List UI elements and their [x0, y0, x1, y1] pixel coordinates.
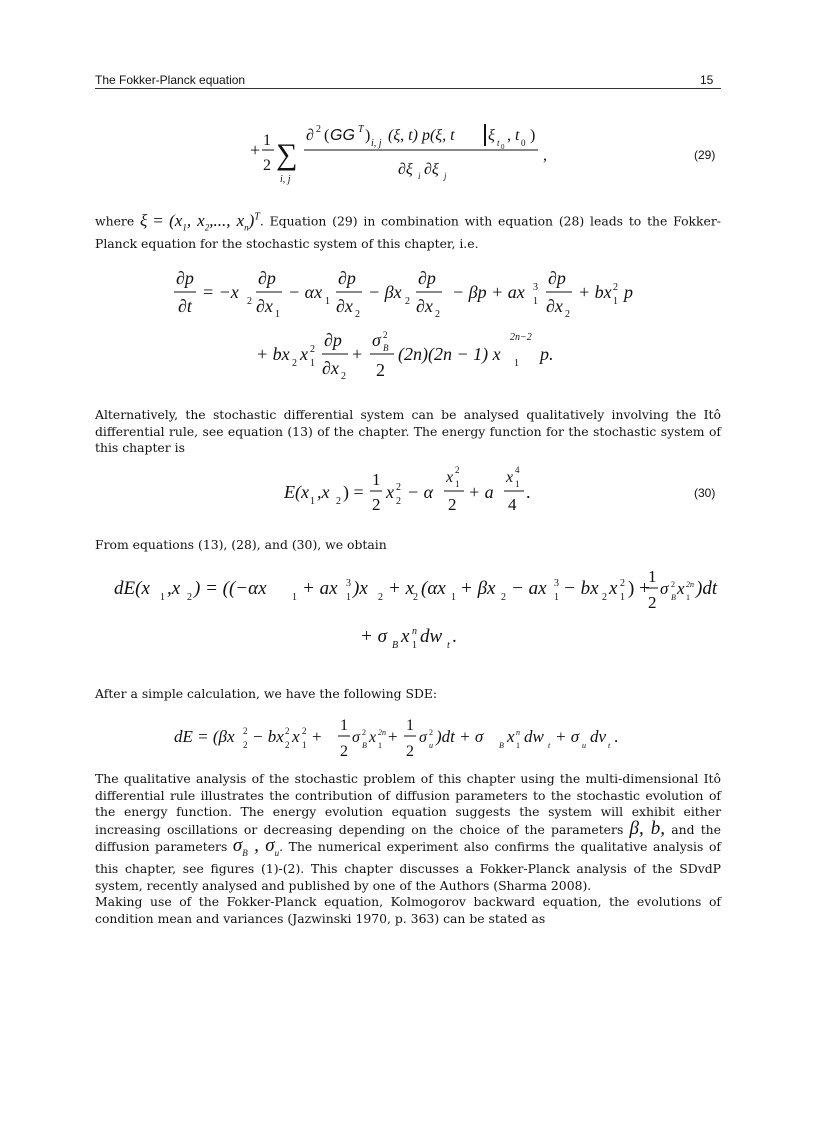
svg-text:t: t [548, 741, 551, 750]
svg-text:u: u [582, 741, 586, 750]
svg-text:p: p [624, 282, 633, 302]
svg-text:t: t [497, 138, 500, 148]
energy-differential-equation [110, 562, 720, 658]
svg-text:σ: σ [660, 579, 669, 598]
svg-text:2: 2 [247, 296, 252, 307]
svg-text:1: 1 [412, 640, 417, 651]
svg-text:2: 2 [285, 740, 290, 750]
svg-text:1: 1 [554, 592, 559, 603]
svg-text:x: x [507, 727, 515, 746]
svg-text:3: 3 [554, 578, 559, 589]
svg-text:2: 2 [602, 592, 607, 603]
paragraph-4 [95, 686, 721, 703]
svg-text:2: 2 [429, 728, 433, 737]
svg-text:dw: dw [420, 626, 443, 647]
svg-text:B: B [362, 741, 367, 750]
svg-text:1: 1 [620, 592, 625, 603]
svg-text:∂ξ: ∂ξ [398, 161, 413, 178]
svg-text:1: 1 [325, 296, 330, 307]
svg-text:− αx: − αx [288, 282, 323, 302]
svg-text:2: 2 [455, 465, 460, 475]
svg-text:4: 4 [508, 495, 517, 514]
svg-text:∂p: ∂p [176, 268, 194, 288]
svg-text:2: 2 [613, 282, 618, 293]
svg-text:2: 2 [310, 344, 315, 355]
svg-text:j: j [444, 171, 447, 181]
svg-text:∂p: ∂p [258, 268, 276, 288]
svg-text:dE(x: dE(x [114, 578, 150, 599]
svg-text:,: , [543, 147, 547, 164]
svg-text:− ax: − ax [511, 578, 547, 599]
svg-text:∂x: ∂x [546, 296, 563, 316]
svg-text:σ: σ [352, 729, 360, 746]
svg-text:ξ: ξ [488, 127, 495, 144]
paragraph-5 [95, 771, 721, 927]
svg-text:1: 1 [292, 592, 297, 603]
svg-text:2: 2 [406, 743, 414, 760]
svg-text:B: B [671, 593, 676, 602]
svg-text:+ bx: + bx [578, 282, 612, 302]
xi-definition: $\xi = (x_1$, $x_2$,..., $x_n)^T$ [140, 210, 260, 233]
svg-text:∂x: ∂x [336, 296, 353, 316]
svg-text:2: 2 [362, 728, 366, 737]
svg-text:0: 0 [521, 138, 526, 148]
svg-text:n: n [412, 626, 417, 637]
svg-text:(αx: (αx [421, 578, 446, 599]
svg-text:= −x: = −x [202, 282, 239, 302]
svg-text:∑: ∑ [276, 138, 298, 171]
svg-text:1: 1 [310, 496, 315, 507]
svg-text:E(x: E(x [284, 482, 309, 502]
svg-text:B: B [383, 343, 389, 353]
svg-text:2: 2 [405, 296, 410, 307]
svg-text:2n: 2n [686, 580, 694, 589]
svg-text:1: 1 [451, 592, 456, 603]
svg-text:1: 1 [516, 741, 520, 750]
svg-text:1: 1 [160, 592, 165, 603]
svg-text:2: 2 [378, 592, 383, 603]
svg-text:∂p: ∂p [338, 268, 356, 288]
svg-text:2: 2 [620, 578, 625, 589]
svg-text:2: 2 [285, 726, 290, 736]
svg-text:x: x [677, 579, 685, 598]
equation-30-number: (30) [694, 486, 716, 500]
svg-text:1: 1 [346, 592, 351, 603]
svg-text:2: 2 [316, 124, 321, 135]
svg-text:+ a: + a [468, 482, 494, 502]
paragraph-1-text: . Equation (29) in combination with equation (28) leads to the Fokker-Planck equation for the stochastic system of this chapter, i.e. [95, 213, 721, 251]
svg-text:1: 1 [302, 740, 307, 750]
svg-text:2: 2 [448, 495, 457, 514]
equation-29-number: (29) [694, 148, 716, 162]
svg-text:3: 3 [346, 578, 351, 589]
fokker-planck-equation [170, 268, 650, 388]
svg-text:1: 1 [686, 593, 690, 602]
svg-text:x: x [369, 729, 377, 746]
svg-text:2: 2 [187, 592, 192, 603]
svg-text:x: x [300, 344, 308, 364]
svg-text:1: 1 [310, 358, 315, 369]
svg-text:+ x: + x [388, 578, 415, 599]
svg-text:)dt: )dt [696, 578, 718, 599]
svg-text:i, j: i, j [280, 174, 291, 185]
paragraph-1 [95, 209, 721, 252]
svg-text:+ ax: + ax [302, 578, 338, 599]
running-header-title: The Fokker-Planck equation [95, 73, 246, 87]
svg-text:(ξ, t) p(ξ, t: (ξ, t) p(ξ, t [388, 127, 455, 144]
svg-text:− α: − α [407, 482, 434, 502]
svg-text:1: 1 [372, 470, 381, 489]
svg-text:4: 4 [515, 465, 520, 475]
svg-text:∂x: ∂x [416, 296, 433, 316]
svg-text:,x: ,x [317, 482, 330, 502]
svg-text:∂x: ∂x [322, 358, 339, 378]
svg-text:1: 1 [340, 717, 348, 734]
svg-text:2: 2 [396, 482, 401, 493]
svg-text:B: B [392, 640, 399, 651]
svg-text:.: . [452, 626, 457, 647]
svg-text:2: 2 [413, 592, 418, 603]
svg-text:2: 2 [243, 740, 248, 750]
svg-text:1: 1 [514, 358, 519, 369]
paragraph-2-text: Alternatively, the stochastic differential system can be analysed qualitatively involving the Itô differential rule, see equation (13) of the chapter. The energy function for the stochastic system of this chapter is [95, 407, 721, 455]
paragraph-5-part-b: and the diffusion parameters [95, 821, 721, 854]
equation-30 [280, 460, 560, 526]
equation-29 [240, 118, 600, 188]
paragraph-4-text: After a simple calculation, we have the following SDE: [95, 686, 438, 701]
svg-text:1: 1 [406, 717, 414, 734]
svg-text:,x: ,x [167, 578, 181, 599]
svg-text:2: 2 [565, 309, 570, 320]
svg-text:dw: dw [524, 727, 544, 746]
svg-text:1: 1 [515, 479, 520, 489]
paragraph-3 [95, 537, 721, 554]
svg-text:2: 2 [376, 360, 385, 380]
svg-text:1: 1 [263, 132, 271, 149]
svg-text:1: 1 [533, 296, 538, 307]
svg-text:2: 2 [341, 371, 346, 382]
diffusion-parameters-sigma: $\sigma_B$ , $\sigma_u$ [232, 835, 280, 858]
svg-text:1: 1 [378, 741, 382, 750]
paragraph-6-text: Making use of the Fokker-Planck equation, Kolmogorov backward equation, the evolutions of condition mean and variances (Jazwinski 1970, p. 363) can be stated as [95, 894, 721, 926]
svg-text:i, j: i, j [371, 138, 382, 149]
paragraph-2 [95, 407, 721, 457]
svg-text:1: 1 [648, 567, 657, 586]
energy-sde [170, 710, 670, 766]
svg-text:)x: )x [353, 578, 368, 599]
svg-text:+: + [352, 344, 363, 364]
svg-text:2: 2 [336, 496, 341, 507]
svg-text:+ bx: + bx [256, 344, 290, 364]
svg-text:1: 1 [275, 309, 280, 320]
page-number: 15 [700, 73, 714, 87]
svg-text:− bx: − bx [563, 578, 599, 599]
svg-text:x: x [506, 469, 514, 486]
svg-text:σ: σ [419, 729, 427, 746]
svg-text:+ σ: + σ [555, 727, 580, 746]
svg-text:dv: dv [590, 727, 607, 746]
svg-text:∂x: ∂x [256, 296, 273, 316]
svg-text:x: x [446, 469, 454, 486]
svg-text:− βp + ax: − βp + ax [452, 282, 525, 302]
svg-text:GG: GG [330, 127, 355, 144]
svg-text:(2n)(2n − 1) x: (2n)(2n − 1) x [398, 344, 501, 364]
svg-text:σ: σ [372, 330, 381, 350]
svg-text:2: 2 [648, 593, 657, 612]
header-rule [95, 88, 721, 89]
svg-text:1: 1 [455, 479, 460, 489]
svg-text:, t: , t [507, 127, 520, 144]
svg-text:p.: p. [540, 344, 554, 364]
svg-text:2: 2 [501, 592, 506, 603]
svg-text:x: x [609, 578, 618, 599]
svg-text:)dt + σ: )dt + σ [436, 727, 484, 746]
svg-text:2: 2 [340, 743, 348, 760]
svg-text:): ) [365, 127, 371, 144]
svg-text:0: 0 [501, 143, 505, 151]
svg-text:− βx: − βx [368, 282, 402, 302]
svg-text:u: u [429, 741, 433, 750]
svg-text:+ βx: + βx [460, 578, 496, 599]
svg-text:2: 2 [372, 495, 381, 514]
svg-text:n: n [516, 728, 520, 737]
svg-text:) =: ) = [343, 482, 364, 502]
svg-text:∂p: ∂p [418, 268, 436, 288]
svg-text:x: x [292, 727, 300, 746]
svg-text:x: x [401, 626, 410, 647]
svg-text:2: 2 [383, 330, 388, 340]
paragraph-5-part-c: . The numerical experiment also confirms the qualitative analysis of this chapter, see figures (1)-(2). This chapter discusses a Fokker-Planck analysis of the SDvdP system, recently analysed and published by one of the Authors (Sharma 2008). [95, 839, 721, 893]
svg-text:.: . [526, 482, 531, 502]
svg-text:− bx: − bx [252, 727, 284, 746]
svg-text:2: 2 [355, 309, 360, 320]
svg-text:x: x [386, 482, 394, 502]
svg-text:2: 2 [263, 157, 271, 174]
svg-text:T: T [358, 124, 364, 135]
svg-text:t: t [608, 741, 611, 750]
svg-text:1: 1 [613, 296, 618, 307]
svg-text:2: 2 [302, 726, 307, 736]
paragraph-3-text: From equations (13), (28), and (30), we obtain [95, 537, 387, 552]
svg-text:+ σ: + σ [360, 626, 387, 647]
paragraph-5-part-a: The qualitative analysis of the stochastic problem of this chapter using the multi-dimensional Itô differential rule illustrates the contribution of diffusion parameters to the stochastic evolution of the energy function. The energy evolution equation suggests the system will exhibit either increasing oscillations or decreasing depending on the choice of the parameters [95, 771, 721, 837]
svg-text:∂: ∂ [306, 127, 314, 144]
svg-text:t: t [447, 640, 450, 651]
svg-text:∂p: ∂p [548, 268, 566, 288]
paragraph-1-lead: where [95, 213, 135, 229]
svg-text:+: + [388, 727, 398, 746]
svg-text:2: 2 [243, 726, 248, 736]
svg-text:(: ( [324, 127, 330, 144]
svg-text:∂ξ: ∂ξ [424, 161, 439, 178]
svg-text:∂p: ∂p [324, 330, 342, 350]
svg-text:+: + [312, 727, 322, 746]
svg-text:.: . [614, 727, 619, 746]
svg-text:2: 2 [435, 309, 440, 320]
svg-text:∂t: ∂t [178, 296, 192, 316]
svg-text:2: 2 [671, 580, 675, 589]
svg-text:dE = (βx: dE = (βx [174, 727, 235, 746]
svg-text:): ) [530, 127, 536, 144]
svg-text:2: 2 [396, 496, 401, 507]
svg-text:i: i [418, 171, 421, 181]
svg-text:2: 2 [292, 358, 297, 369]
svg-text:2n−2: 2n−2 [510, 332, 532, 343]
parameters-beta-b: β, b, [629, 817, 665, 839]
svg-text:+: + [250, 140, 261, 160]
svg-text:2n: 2n [378, 728, 386, 737]
svg-text:) +: ) + [628, 578, 650, 599]
svg-text:B: B [499, 741, 504, 750]
svg-text:3: 3 [533, 282, 538, 293]
svg-text:) = ((−αx: ) = ((−αx [194, 578, 267, 599]
